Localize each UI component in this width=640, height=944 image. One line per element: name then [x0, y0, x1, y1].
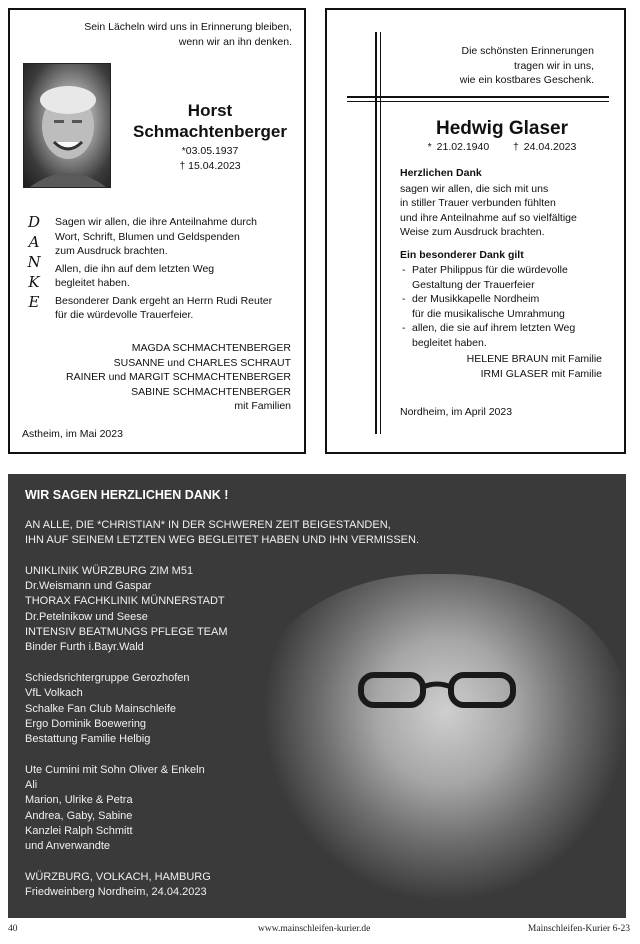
- text-line: Wort, Schrift, Blumen und Geldspenden: [55, 230, 240, 243]
- ad-text-line: und Anverwandte: [25, 840, 111, 853]
- signatures: [402, 352, 602, 381]
- ad-text-line: Schalke Fan Club Mainschleife: [25, 702, 177, 715]
- ad-text-line: Andrea, Gaby, Sabine: [25, 809, 133, 822]
- ad-text-line: WÜRZBURG, VOLKACH, HAMBURG: [25, 870, 211, 883]
- danke-letter: N: [27, 253, 41, 271]
- text-line: begleitet haben.: [55, 277, 130, 289]
- cross-horizontal-bar-thin: [347, 101, 609, 102]
- ad-text-line: Dr.Petelnikow und Seese: [25, 610, 148, 623]
- text-line: und ihre Anteilnahme auf so vielfältige: [400, 211, 577, 224]
- thanks-paragraph: [55, 262, 300, 291]
- ad-text-line: Bestattung Familie Helbig: [25, 733, 151, 746]
- motto-line: tragen wir in uns,: [514, 59, 594, 72]
- text-line: - Pater Philippus für die würdevolle: [412, 264, 568, 276]
- birth-date: *03.05.1937: [181, 145, 239, 157]
- ad-text-line: Schiedsrichtergruppe Gerozhofen: [25, 671, 190, 684]
- motto-line: Die schönsten Erinnerungen: [461, 45, 594, 57]
- obituary-notice-horst: [8, 8, 306, 454]
- ad-spacer: [25, 549, 425, 564]
- ad-spacer: [25, 656, 425, 671]
- signature-line: mit Familien: [234, 400, 291, 412]
- page-number: 40: [8, 924, 18, 934]
- text-line: in stiller Trauer verbunden fühlten: [400, 197, 556, 209]
- text-line: Weise zum Ausdruck brachten.: [400, 226, 545, 238]
- text-line: Allen, die ihn auf dem letzten Weg: [55, 262, 215, 275]
- motto-line: wenn wir an ihn denken.: [178, 35, 292, 48]
- ad-text-line: Kanzlei Ralph Schmitt: [25, 824, 133, 837]
- text-line: Sagen wir allen, die ihre Anteilnahme durch: [55, 216, 257, 228]
- text-line: Gestaltung der Trauerfeier: [412, 278, 535, 291]
- list-item: [400, 321, 615, 350]
- obituary-notice-hedwig: [325, 8, 626, 454]
- signature-line: SUSANNE und CHARLES SCHRAUT: [113, 356, 291, 369]
- ad-heading: WIR SAGEN HERZLICHEN DANK !: [25, 488, 229, 502]
- list-item: [400, 263, 615, 292]
- motto: [32, 20, 292, 49]
- cross-horizontal-bar: [347, 96, 609, 98]
- deceased-info: [387, 117, 617, 155]
- motto-line: wie ein kostbares Geschenk.: [459, 74, 594, 86]
- text-line: begleitet haben.: [412, 336, 487, 349]
- death-date: † 15.04.2023: [179, 159, 241, 172]
- danke-vertical: [25, 212, 43, 312]
- ad-text-line: IHN AUF SEINEM LETZTEN WEG BEGLEITET HABEN UND IHN VERMISSEN.: [25, 534, 420, 547]
- danke-letter: A: [28, 233, 40, 251]
- ad-text-line: Ali: [25, 779, 38, 792]
- place-date: Astheim, im Mai 2023: [22, 428, 123, 440]
- signature-line: RAINER und MARGIT SCHMACHTENBERGER: [65, 371, 291, 383]
- place-date: Nordheim, im April 2023: [400, 406, 513, 418]
- ad-text-block: [25, 518, 425, 900]
- birth-date: * 21.02.1940: [427, 141, 490, 153]
- danke-letter: E: [28, 293, 40, 311]
- text-line: - der Musikkapelle Nordheim: [412, 293, 540, 305]
- thanks-text: [55, 215, 300, 323]
- ad-text-line: AN ALLE, DIE *CHRISTIAN* IN DER SCHWEREN ZEIT BEIGESTANDEN,: [25, 519, 391, 531]
- signatures: [21, 341, 291, 414]
- life-dates: [387, 140, 617, 155]
- ad-text-line: UNIKLINIK WÜRZBURG ZIM M51: [25, 564, 194, 577]
- cross-vertical-bar-thin: [380, 32, 381, 434]
- ad-text-line: Friedweinberg Nordheim, 24.04.2023: [25, 886, 207, 899]
- text-line: für die musikalische Umrahmung: [412, 307, 565, 320]
- text-line: für die würdevolle Trauerfeier.: [55, 309, 194, 321]
- thanks-block: [400, 166, 615, 350]
- deceased-info: [120, 100, 300, 173]
- thanks-paragraph: [55, 215, 300, 259]
- ad-text-line: THORAX FACHKLINIK MÜNNERSTADT: [25, 595, 225, 608]
- ad-text-line: Ergo Dominik Boewering: [25, 717, 147, 730]
- motto-line: Sein Lächeln wird uns in Erinnerung bleiben,: [84, 21, 292, 33]
- death-date: † 24.04.2023: [513, 141, 577, 153]
- danke-letter: D: [27, 213, 41, 231]
- ad-text-line: Ute Cumini mit Sohn Oliver & Enkeln: [25, 763, 205, 776]
- ad-text-line: Binder Furth i.Bayr.Wald: [25, 641, 144, 654]
- text-line: zum Ausdruck brachten.: [55, 245, 168, 257]
- deceased-name: Hedwig Glaser: [436, 118, 568, 139]
- thanks-paragraph: [55, 294, 300, 323]
- list-item: [400, 292, 615, 321]
- text-line: - allen, die sie auf ihrem letzten Weg: [412, 322, 576, 334]
- last-name: Schmachtenberger: [133, 122, 287, 141]
- ad-text-line: INTENSIV BEATMUNGS PFLEGE TEAM: [25, 626, 228, 639]
- cross-vertical-bar: [375, 32, 377, 434]
- portrait-photo: [23, 63, 111, 188]
- signature-line: IRMI GLASER mit Familie: [480, 367, 602, 380]
- motto: [374, 44, 594, 88]
- special-thanks-list: [400, 263, 615, 350]
- special-thanks-heading: Ein besonderer Dank gilt: [400, 248, 524, 261]
- signature-line: SABINE SCHMACHTENBERGER: [131, 385, 291, 398]
- first-name: Horst: [187, 101, 233, 120]
- ad-text-line: VfL Volkach: [25, 687, 83, 700]
- danke-letter: K: [28, 273, 40, 291]
- website-link[interactable]: www.mainschleifen-kurier.de: [258, 924, 371, 934]
- text-line: Besonderer Dank ergeht an Herrn Rudi Reuter: [55, 294, 273, 307]
- ad-text-line: Marion, Ulrike & Petra: [25, 794, 133, 807]
- issue-label: Mainschleifen-Kurier 6-23: [527, 924, 630, 934]
- signature-line: HELENE BRAUN mit Familie: [466, 353, 602, 365]
- thanks-heading: Herzlichen Dank: [400, 167, 482, 179]
- ad-spacer: [25, 855, 425, 870]
- ad-spacer: [25, 747, 425, 762]
- text-line: sagen wir allen, die sich mit uns: [400, 182, 549, 195]
- portrait-face: [24, 64, 110, 187]
- ad-text-line: Dr.Weismann und Gaspar: [25, 580, 152, 593]
- thank-you-ad-christian: [8, 474, 626, 918]
- signature-line: MAGDA SCHMACHTENBERGER: [131, 342, 291, 354]
